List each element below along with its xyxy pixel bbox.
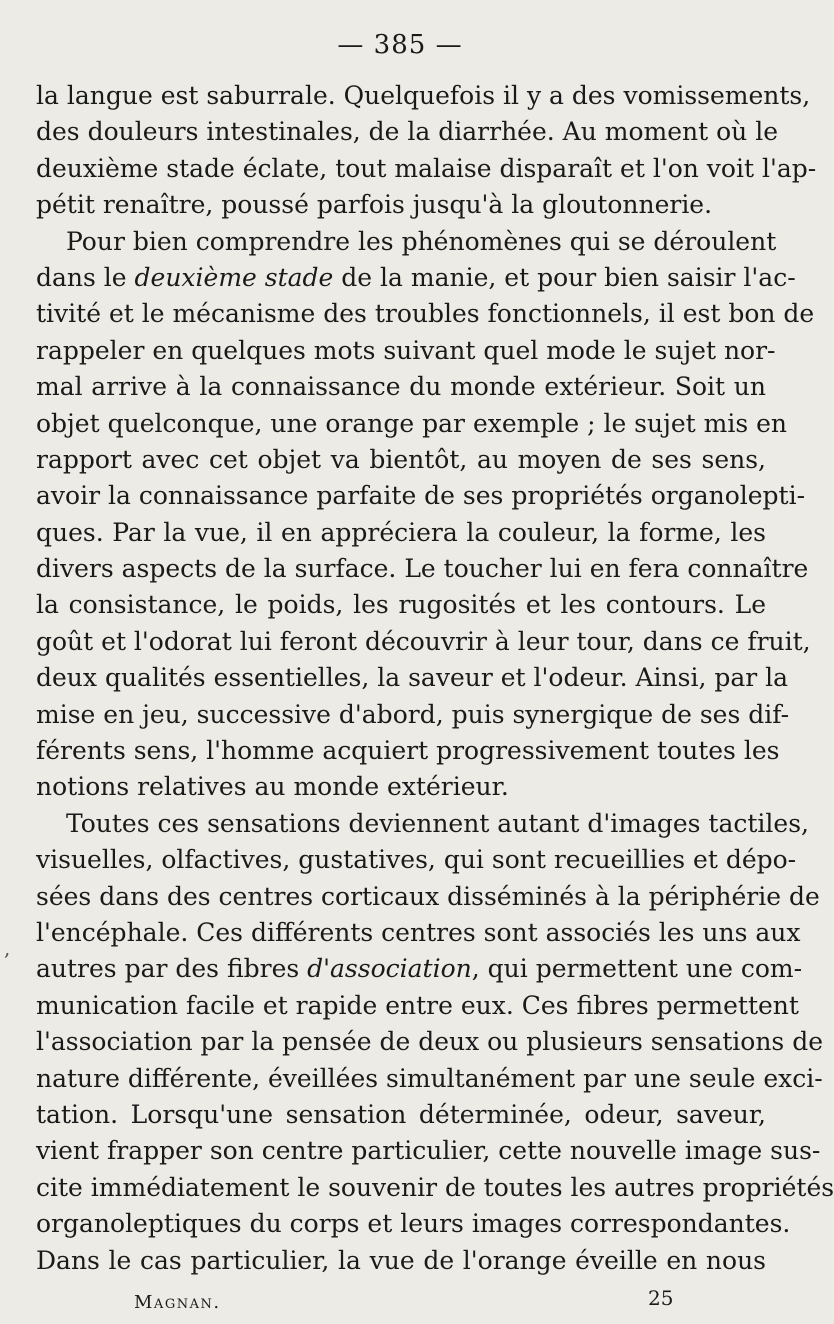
footer-signature: 25 [648, 1286, 674, 1310]
margin-mark: , [4, 936, 11, 960]
text-line: Pour bien comprendre les phénomènes qui se déroulent [66, 226, 777, 256]
text-line: tivité et le mécanisme des troubles fonctionnels, il est bon de [36, 299, 815, 329]
text-line: deux qualités essentielles, la saveur et l'odeur. Ainsi, par la [36, 663, 789, 693]
text-line: divers aspects de la surface. Le toucher lui en fera connaître [36, 554, 809, 584]
text-line: cite immédiatement le souvenir de toutes les autres propriétés [36, 1172, 834, 1202]
text-line: Toutes ces sensations deviennent autant d'images tactiles, [66, 808, 809, 838]
text-line: rapport avec cet objet va bientôt, au moyen de ses sens, [36, 444, 766, 474]
text-line: autres par des fibres d'association, qui permettent une com- [36, 954, 803, 984]
text-line: férents sens, l'homme acquiert progressivement toutes les [36, 736, 780, 766]
text-line: mal arrive à la connaissance du monde extérieur. Soit un [36, 372, 766, 402]
text-line: pétit renaître, poussé parfois jusqu'à la gloutonnerie. [36, 190, 713, 220]
page-number: — 385 — [337, 30, 463, 60]
text-line: objet quelconque, une orange par exemple ; le sujet mis en [36, 408, 788, 438]
text-line: avoir la connaissance parfaite de ses propriétés organolepti- [36, 481, 806, 511]
text-line: sées dans des centres corticaux disséminés à la périphérie de [36, 881, 820, 911]
text-line: nature différente, éveillées simultanément par une seule exci- [36, 1063, 823, 1093]
text-line: rappeler en quelques mots suivant quel mode le sujet nor- [36, 335, 776, 365]
body-text [36, 78, 834, 1279]
text-line: Dans le cas particulier, la vue de l'orange éveille en nous [36, 1245, 766, 1275]
text-line: visuelles, olfactives, gustatives, qui sont recueillies et dépo- [36, 845, 797, 875]
text-line: la langue est saburrale. Quelquefois il y a des vomissements, [36, 81, 811, 110]
text-line: dans le deuxième stade de la manie, et pour bien saisir l'ac- [36, 262, 796, 292]
text-line: organoleptiques du corps et leurs images correspondantes. [36, 1209, 791, 1239]
text-line: ques. Par la vue, il en appréciera la couleur, la forme, les [36, 517, 766, 547]
text-line: goût et l'odorat lui feront découvrir à leur tour, dans ce fruit, [36, 626, 811, 656]
text-line: l'association par la pensée de deux ou plusieurs sensations de [36, 1027, 824, 1057]
text-line: notions relatives au monde extérieur. [36, 772, 509, 802]
text-line: mise en jeu, successive d'abord, puis synergique de ses dif- [36, 699, 790, 729]
text-line: des douleurs intestinales, de la diarrhée. Au moment où le [36, 117, 779, 147]
text-line: vient frapper son centre particulier, cette nouvelle image sus- [36, 1136, 821, 1166]
text-line: deuxième stade éclate, tout malaise disparaît et l'on voit l'ap- [36, 153, 817, 183]
text-line: l'encéphale. Ces différents centres sont associés les uns aux [36, 917, 801, 947]
footer-author: Magnan. [134, 1292, 221, 1313]
text-line: munication facile et rapide entre eux. Ces fibres permettent [36, 990, 799, 1020]
text-line: la consistance, le poids, les rugosités et les contours. Le [36, 590, 766, 620]
text-line: tation. Lorsqu'une sensation déterminée, odeur, saveur, [36, 1099, 766, 1129]
